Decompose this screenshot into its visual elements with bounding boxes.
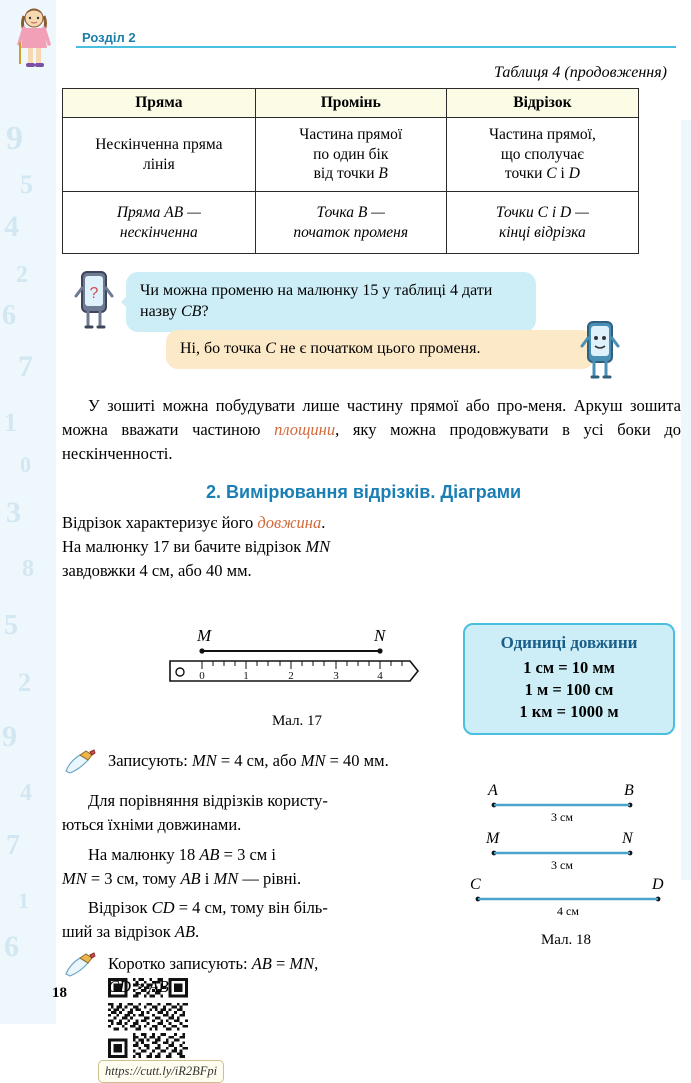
dialog-area — [56, 268, 691, 388]
intro-text-part2: . — [321, 512, 326, 532]
svg-text:M: M — [486, 829, 500, 847]
units-box-title: Одиниці довжини — [500, 632, 638, 652]
note-row-1 — [56, 749, 691, 783]
table-header-cell: Промінь — [255, 89, 446, 118]
figure-17-caption: Мал. 17 — [271, 712, 323, 729]
table-cell: Точки C і D — кінці відрізка — [446, 192, 638, 254]
note-text-1: Записують: MN = 4 см, або MN = 40 мм. — [108, 750, 389, 770]
svg-text:3: 3 — [333, 669, 339, 682]
page-content — [56, 56, 691, 1078]
table-cell: Частина прямої, що сполучає точки C і D — [446, 118, 638, 192]
comparison-text-column — [56, 789, 426, 999]
unit-line: 1 м = 100 см — [524, 679, 614, 699]
decorative-left-margin: 9 5 4 2 6 7 1 0 3 8 5 2 9 4 7 1 6 — [0, 0, 56, 1024]
paragraph-plane — [62, 394, 681, 466]
phone-character-answer-icon — [580, 320, 620, 384]
table-header-cell: Відрізок — [446, 89, 638, 118]
table-header-row — [63, 89, 639, 118]
svg-text:N: N — [622, 829, 633, 847]
table-row — [63, 118, 639, 192]
svg-text:3 см: 3 см — [551, 809, 573, 824]
header-band — [56, 0, 691, 30]
svg-text:D: D — [652, 875, 664, 893]
answer-bubble: Ні, бо точка C не є початком цього променя. — [166, 330, 594, 369]
pencil-note-icon — [64, 747, 98, 775]
ruler-figure — [152, 625, 442, 715]
point-label-m: M — [197, 625, 212, 645]
compare-paragraph-3: Відрізок CD = 4 см, тому він біль- ший за відрізок AB. — [62, 898, 328, 942]
table-header-cell: Пряма — [63, 89, 256, 118]
intro-paragraph: Відрізок характеризує його довжина. На малюнку 17 ви бачите відрізок MN завдовжки 4 см, або 40 мм. — [62, 512, 331, 580]
svg-text:A: A — [488, 781, 498, 799]
intro-text-part1: Відрізок характеризує його — [62, 512, 258, 532]
svg-text:4: 4 — [377, 669, 383, 682]
svg-text:4 см: 4 см — [557, 903, 579, 918]
figure-18-caption: Мал. 18 — [540, 931, 592, 948]
page-number: 18 — [52, 985, 67, 1001]
header-divider — [76, 46, 676, 48]
highlighted-term-length: довжина — [257, 512, 322, 532]
section-title: 2. Вимірювання відрізків. Діаграми — [206, 481, 522, 502]
svg-text:?: ? — [89, 285, 99, 302]
compare-paragraph-1: Для порівняння відрізків користу- ються їхніми довжинами. — [62, 790, 328, 834]
units-box — [463, 623, 675, 735]
table-cell: Точка B — початок променя — [255, 192, 446, 254]
comparison-table — [62, 88, 639, 254]
comparison-area — [56, 781, 691, 999]
figure-18-column — [446, 781, 691, 949]
chapter-label: Розділ 2 — [82, 30, 136, 45]
figure-18 — [446, 781, 686, 921]
figure-17-area — [56, 625, 691, 741]
paragraph-text-part1: У зошиті можна побудувати лише частину прямої або про-меня. Аркуш зошита можна вважати частиною — [62, 396, 681, 439]
note-text-2: Коротко записують: AB = MN, CD > AB. — [108, 954, 319, 997]
table-cell: Нескінченна пряма лінія — [63, 118, 256, 192]
compare-paragraph-2: На малюнку 18 AB = 3 см і MN = 3 см, тому AB і MN — рівні. — [62, 844, 302, 888]
note-row-2 — [56, 952, 426, 998]
unit-line: 1 км = 1000 м — [519, 702, 619, 722]
phone-character-question-icon — [74, 270, 114, 334]
table-cell: Частина прямої по один бік від точки B — [255, 118, 446, 192]
table-row — [63, 192, 639, 254]
svg-text:0: 0 — [199, 669, 205, 682]
highlighted-term: площини — [274, 419, 336, 439]
svg-text:1: 1 — [243, 669, 249, 682]
table-cell: Пряма AB — нескінченна — [63, 192, 256, 254]
svg-text:C: C — [470, 875, 481, 893]
paragraph-text-part2: , яку можна продовжувати в усі боки до нескінченності. — [62, 419, 681, 463]
svg-text:B: B — [624, 781, 634, 799]
qr-url-label[interactable]: https://cutt.ly/iR2BFpi — [98, 1060, 224, 1083]
unit-line: 1 см = 10 мм — [523, 657, 615, 677]
pencil-note-icon — [64, 950, 98, 978]
question-bubble: Чи можна променю на малюнку 15 у таблиці 4 дати назву CB? — [126, 272, 536, 332]
girl-illustration — [12, 6, 56, 72]
svg-text:2: 2 — [288, 669, 294, 682]
table-caption: Таблиця 4 (продовження) — [494, 64, 667, 81]
point-label-n: N — [374, 625, 386, 645]
svg-text:3 см: 3 см — [551, 857, 573, 872]
